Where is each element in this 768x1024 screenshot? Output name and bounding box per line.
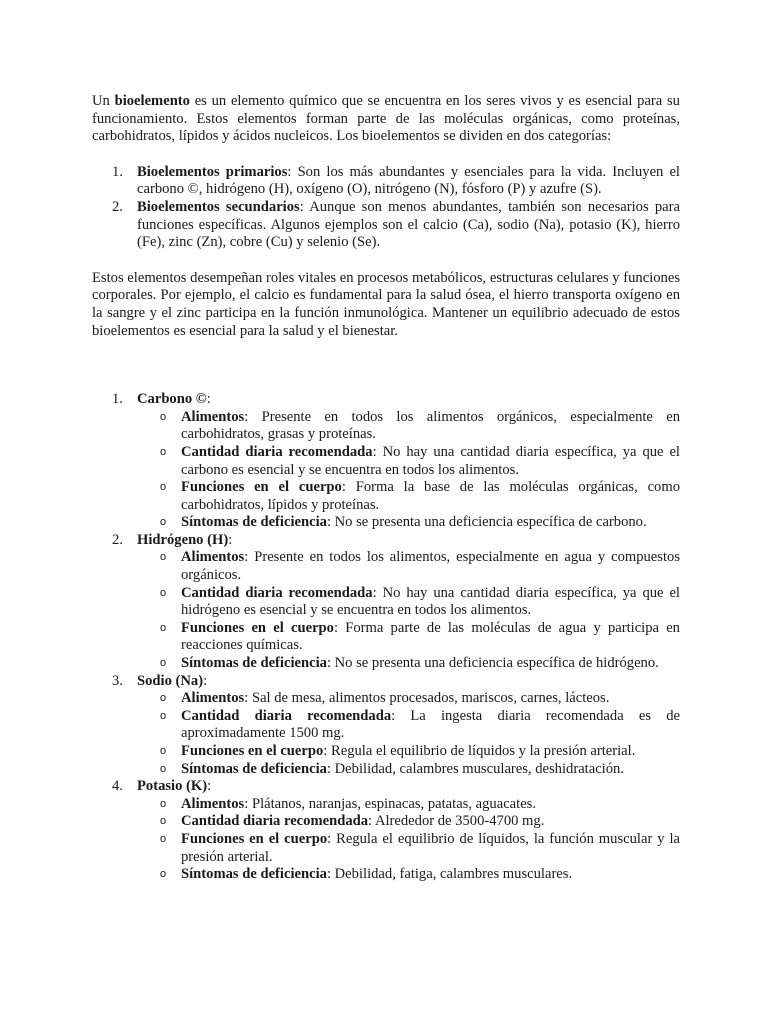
intro-pre: Un xyxy=(92,93,115,109)
detail-text: : Presente en todos los alimentos orgánicos, especialmente en carbohidratos, grasas y proteínas. xyxy=(181,408,680,443)
element-number: 1. xyxy=(112,391,123,408)
detail-text: : Regula el equilibrio de líquidos y la presión arterial. xyxy=(323,743,636,759)
detail-text: : Alrededor de 3500-4700 mg. xyxy=(368,813,545,830)
categories-list xyxy=(92,164,680,252)
detail-item xyxy=(137,585,680,620)
detail-label: Alimentos xyxy=(181,408,245,425)
summary-paragraph: Estos elementos desempeñan roles vitales en procesos metabólicos, estructuras celulares y funciones corporales. Por ejemplo, el calcio es fundamental para la salud ósea, el hierro transporta oxígeno en la sangre y el zinc participa en la función inmunológica. Mantener un equilibrio adecuado de estos bioelementos es esencial para la salud y el bienestar. xyxy=(92,269,680,339)
detail-item xyxy=(137,866,680,884)
bullet-icon: o xyxy=(160,657,167,670)
bullet-icon: o xyxy=(160,621,167,634)
bullet-icon: o xyxy=(160,410,167,423)
element-details-list xyxy=(137,549,680,672)
detail-label: Síntomas de deficiencia xyxy=(181,866,327,883)
detail-label: Alimentos xyxy=(181,549,245,566)
detail-label: Funciones en el cuerpo xyxy=(181,743,324,759)
bullet-icon: o xyxy=(160,481,167,494)
element-title: Carbono © xyxy=(137,391,207,408)
detail-item xyxy=(137,620,680,655)
element-number: 2. xyxy=(112,531,123,548)
detail-item xyxy=(137,690,680,708)
detail-item xyxy=(137,743,680,761)
detail-item xyxy=(137,655,680,673)
detail-text: : No se presenta una deficiencia específica de hidrógeno. xyxy=(326,655,659,672)
element-item xyxy=(92,532,680,673)
bullet-icon: o xyxy=(160,797,167,810)
category-number: 1. xyxy=(112,163,123,180)
detail-text: : No se presenta una deficiencia específica de carbono. xyxy=(326,514,647,531)
detail-text: : No hay una cantidad diaria específica, ya que el hidrógeno es esencial y se encuentra en todos los alimentos. xyxy=(181,584,680,619)
detail-text: : La ingesta diaria recomendada es de aproximadamente 1500 mg. xyxy=(181,707,680,742)
detail-text: : Sal de mesa, alimentos procesados, mariscos, carnes, lácteos. xyxy=(244,690,610,707)
bullet-icon: o xyxy=(160,586,167,599)
detail-item xyxy=(137,479,680,514)
detail-label: Alimentos xyxy=(181,690,245,707)
element-number: 4. xyxy=(112,778,123,795)
category-text: : Aunque son menos abundantes, también son necesarios para funciones específicas. Algunos ejemplos son el calcio (Ca), sodio (Na), potasio (K), hierro (Fe), zinc (Zn), cobre (Cu) y selenio (Se). xyxy=(137,198,680,251)
detail-text: : Presente en todos los alimentos, especialmente en agua y compuestos orgánicos. xyxy=(181,549,680,584)
detail-text: : Forma parte de las moléculas de agua y participa en reacciones químicas. xyxy=(181,619,680,654)
detail-text: : Plátanos, naranjas, espinacas, patatas, aguacates. xyxy=(244,795,537,812)
bullet-icon: o xyxy=(160,762,167,775)
elements-list xyxy=(92,391,680,884)
bullet-icon: o xyxy=(160,445,167,458)
category-item xyxy=(92,164,680,199)
element-number: 3. xyxy=(112,672,123,689)
category-title: Bioelementos primarios xyxy=(137,163,288,180)
element-title: Potasio (K) xyxy=(137,778,208,795)
detail-label: Cantidad diaria recomendada xyxy=(181,443,373,460)
detail-item xyxy=(137,708,680,743)
element-colon: : xyxy=(203,672,208,689)
detail-item xyxy=(137,409,680,444)
element-item xyxy=(92,673,680,779)
bullet-icon: o xyxy=(160,832,167,845)
element-details-list xyxy=(137,796,680,884)
element-details-list xyxy=(137,690,680,778)
detail-text: : Regula el equilibrio de líquidos, la función muscular y la presión arterial. xyxy=(181,830,680,865)
bullet-icon: o xyxy=(160,551,167,564)
detail-text: : Debilidad, fatiga, calambres musculares. xyxy=(326,866,573,883)
detail-label: Síntomas de deficiencia xyxy=(181,655,327,672)
element-colon: : xyxy=(207,778,212,795)
intro-term: bioelemento xyxy=(114,93,190,109)
bullet-icon: o xyxy=(160,709,167,722)
element-item xyxy=(92,391,680,532)
bullet-icon: o xyxy=(160,692,167,705)
element-item xyxy=(92,778,680,884)
detail-text: : No hay una cantidad diaria específica, ya que el carbono es esencial y se encuentra en todos los alimentos. xyxy=(181,443,680,478)
bullet-icon: o xyxy=(160,516,167,529)
element-colon: : xyxy=(206,391,211,408)
element-colon: : xyxy=(228,531,233,548)
detail-label: Funciones en el cuerpo xyxy=(181,619,334,636)
detail-item xyxy=(137,813,680,831)
category-title: Bioelementos secundarios xyxy=(137,198,300,215)
detail-item xyxy=(137,831,680,866)
bullet-icon: o xyxy=(160,815,167,828)
detail-label: Funciones en el cuerpo xyxy=(181,830,328,847)
detail-item xyxy=(137,549,680,584)
detail-label: Cantidad diaria recomendada xyxy=(181,584,373,601)
category-item xyxy=(92,199,680,252)
detail-item xyxy=(137,514,680,532)
element-title: Sodio (Na) xyxy=(137,672,204,689)
detail-label: Alimentos xyxy=(181,795,245,812)
section-spacer xyxy=(92,340,680,391)
category-text: : Son los más abundantes y esenciales para la vida. Incluyen el carbono ©, hidrógeno (H), oxígeno (O), nitrógeno (N), fósforo (P) y azufre (S). xyxy=(137,163,680,198)
intro-paragraph xyxy=(92,93,680,146)
detail-label: Cantidad diaria recomendada xyxy=(181,813,369,830)
element-details-list xyxy=(137,409,680,532)
detail-text: : Debilidad, calambres musculares, deshidratación. xyxy=(326,760,624,777)
element-title: Hidrógeno (H) xyxy=(137,531,229,548)
detail-item xyxy=(137,796,680,814)
category-number: 2. xyxy=(112,198,123,215)
detail-text: : Forma la base de las moléculas orgánicas, como carbohidratos, lípidos y proteínas. xyxy=(181,479,680,513)
detail-label: Funciones en el cuerpo xyxy=(181,479,342,496)
bullet-icon: o xyxy=(160,745,167,757)
detail-item xyxy=(137,444,680,479)
intro-post: es un elemento químico que se encuentra en los seres vivos y es esencial para su funcionamiento. Estos elementos forman parte de las moléculas orgánicas, como proteínas, carbohidratos, lípidos y ácidos nucleicos. Los bioelementos se dividen en dos categorías: xyxy=(92,93,680,145)
detail-label: Síntomas de deficiencia xyxy=(181,760,327,777)
bullet-icon: o xyxy=(160,868,167,881)
detail-label: Síntomas de deficiencia xyxy=(181,514,327,531)
detail-label: Cantidad diaria recomendada xyxy=(181,707,392,724)
detail-item xyxy=(137,761,680,779)
